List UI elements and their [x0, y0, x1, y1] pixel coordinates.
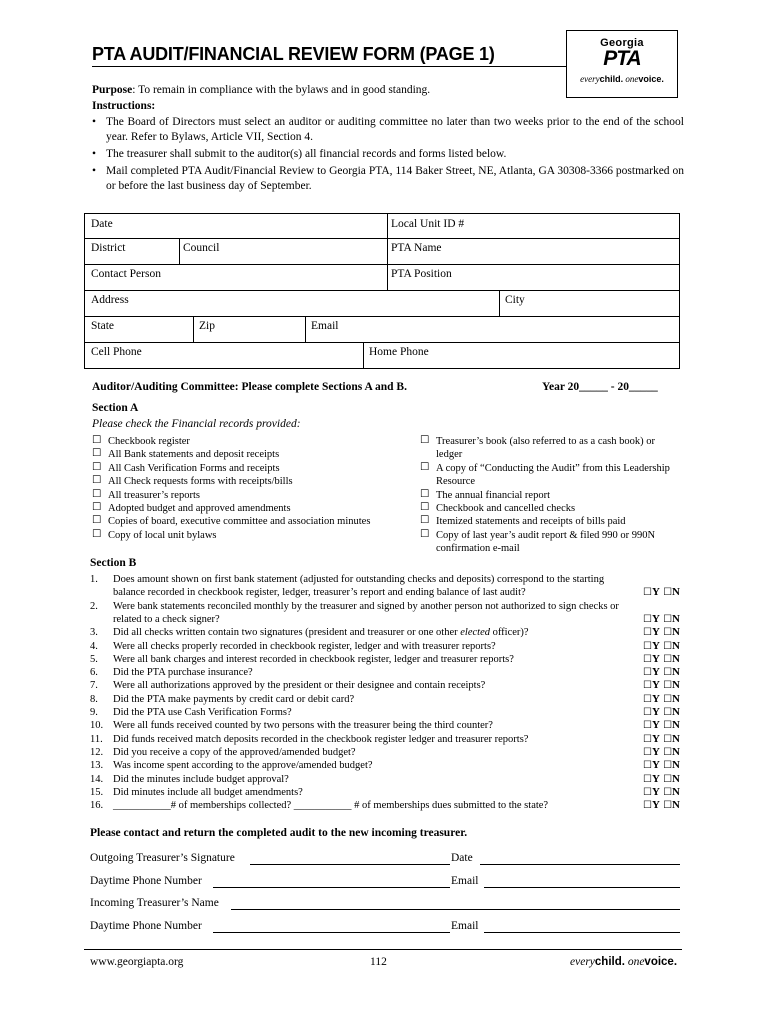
record-checkbox[interactable]: ☐ A copy of “Conducting the Audit” from this Leadership Resource	[420, 462, 682, 489]
yes-no-checkboxes[interactable]: ☐Y ☐N	[642, 706, 680, 718]
incoming-name-label: Incoming Treasurer’s Name	[90, 897, 219, 909]
record-checkbox[interactable]: ☐ Checkbook register	[92, 435, 412, 448]
instructions-heading: Instructions:	[92, 100, 156, 112]
local-unit-id-field[interactable]: Local Unit ID #	[391, 218, 465, 230]
record-checkbox[interactable]: ☐ Copy of last year’s audit report & filed 990 or 990N confirmation e-mail	[420, 529, 682, 556]
district-field[interactable]: District	[91, 242, 126, 254]
signature-row	[90, 920, 682, 936]
logo-state: Georgia	[600, 37, 644, 49]
question-row: 2. Were bank statements reconciled monthly by the treasurer and signed by another person not authorized to sign checks or related to a check signer? ☐Y ☐N	[90, 601, 680, 625]
page-title: PTA AUDIT/FINANCIAL REVIEW FORM (PAGE 1)	[92, 44, 495, 64]
yes-no-checkboxes[interactable]: ☐Y ☐N	[642, 759, 680, 772]
email-label: Email	[451, 920, 479, 932]
page-number: 112	[370, 956, 387, 968]
outgoing-signature-line[interactable]	[250, 864, 450, 865]
section-a-subheading: Please check the Financial records provided:	[92, 418, 301, 430]
pta-name-field[interactable]: PTA Name	[391, 242, 442, 254]
footer-rule	[84, 949, 682, 950]
title-underline	[92, 66, 567, 67]
record-checkbox[interactable]: ☐ All treasurer’s reports	[92, 489, 412, 502]
purpose-line	[92, 83, 682, 98]
council-field[interactable]: Council	[183, 242, 220, 254]
record-checkbox[interactable]: ☐ Copy of local unit bylaws	[92, 529, 412, 542]
instruction-item: • The treasurer shall submit to the auditor(s) all financial records and forms listed below.	[92, 147, 684, 162]
contact-info-table	[84, 213, 680, 369]
city-field[interactable]: City	[505, 294, 525, 306]
auditor-heading: Auditor/Auditing Committee: Please complete Sections A and B.	[92, 381, 407, 393]
yes-no-checkboxes[interactable]: ☐Y ☐N	[642, 626, 680, 638]
record-checkbox[interactable]: ☐ The annual financial report	[420, 489, 682, 502]
yes-no-checkboxes[interactable]: ☐Y ☐N	[642, 732, 680, 745]
footer-tagline: everychild. onevoice.	[570, 956, 678, 968]
record-checkbox[interactable]: ☐ All Check requests forms with receipts/bills	[92, 475, 412, 488]
yes-no-checkboxes[interactable]: ☐Y ☐N	[642, 799, 680, 812]
closing-instruction: Please contact and return the completed audit to the new incoming treasurer.	[90, 827, 468, 839]
daytime-phone-line[interactable]	[213, 887, 450, 888]
yes-no-checkboxes[interactable]: ☐Y ☐N	[642, 679, 680, 692]
daytime-phone-line[interactable]	[213, 932, 450, 933]
question-row: 1. Does amount shown on first bank statement (adjusted for outstanding checks and deposits) correspond to the starting balance recorded in checkbook register, ledger, treasurer’s report and ending balance of last audit? ☐Y ☐N	[90, 574, 680, 598]
signature-row	[90, 852, 682, 868]
record-checkbox[interactable]: ☐ All Bank statements and deposit receipts	[92, 448, 412, 461]
section-b-heading: Section B	[90, 557, 137, 569]
instruction-item: • The Board of Directors must select an auditor or auditing committee no later than two weeks prior to the end of the school year. Refer to Bylaws, Article VII, Section 4.	[92, 115, 684, 145]
record-checkbox[interactable]: ☐ Itemized statements and receipts of bills paid	[420, 515, 682, 528]
instructions-list	[92, 115, 684, 196]
yes-no-checkboxes[interactable]: ☐Y ☐N	[642, 785, 680, 798]
address-field[interactable]: Address	[91, 294, 129, 306]
daytime-phone-label: Daytime Phone Number	[90, 875, 202, 887]
record-checkbox[interactable]: ☐ Copies of board, executive committee and association minutes	[92, 515, 412, 528]
yes-no-checkboxes[interactable]: ☐Y ☐N	[642, 666, 680, 679]
record-checkbox[interactable]: ☐ All Cash Verification Forms and receipts	[92, 462, 412, 475]
audit-year[interactable]: Year 20_____ - 20_____	[542, 381, 658, 393]
cell-phone-field[interactable]: Cell Phone	[91, 346, 142, 358]
yes-no-checkboxes[interactable]: ☐Y ☐N	[642, 613, 680, 625]
contact-person-field[interactable]: Contact Person	[91, 268, 161, 280]
signature-row	[90, 875, 682, 891]
yes-no-checkboxes[interactable]: ☐Y ☐N	[642, 652, 680, 665]
record-checkbox[interactable]: ☐ Adopted budget and approved amendments	[92, 502, 412, 515]
email-line[interactable]	[484, 887, 680, 888]
yes-no-checkboxes[interactable]: ☐Y ☐N	[642, 772, 680, 785]
daytime-phone-label: Daytime Phone Number	[90, 920, 202, 932]
home-phone-field[interactable]: Home Phone	[369, 346, 429, 358]
date-field[interactable]: Date	[91, 218, 113, 230]
record-checkbox[interactable]: ☐ Treasurer’s book (also referred to as a cash book) or ledger	[420, 435, 682, 462]
purpose-label: Purpose	[92, 84, 133, 96]
records-list-right	[420, 435, 682, 556]
incoming-name-line[interactable]	[231, 909, 680, 910]
yes-no-checkboxes[interactable]: ☐Y ☐N	[642, 692, 680, 705]
yes-no-checkboxes[interactable]: ☐Y ☐N	[642, 719, 680, 732]
section-a-heading: Section A	[92, 402, 139, 414]
footer-website: www.georgiapta.org	[90, 956, 184, 968]
zip-field[interactable]: Zip	[199, 320, 215, 332]
record-checkbox[interactable]: ☐ Checkbook and cancelled checks	[420, 502, 682, 515]
date-line[interactable]	[480, 864, 680, 865]
outgoing-signature-label: Outgoing Treasurer’s Signature	[90, 852, 235, 864]
yes-no-checkboxes[interactable]: ☐Y ☐N	[642, 639, 680, 652]
pta-position-field[interactable]: PTA Position	[391, 268, 452, 280]
logo-tagline: everychild. onevoice.	[580, 74, 664, 84]
yes-no-checkboxes[interactable]: ☐Y ☐N	[642, 745, 680, 758]
email-line[interactable]	[484, 932, 680, 933]
email-label: Email	[451, 875, 479, 887]
state-field[interactable]: State	[91, 320, 114, 332]
date-label: Date	[451, 852, 473, 864]
purpose-text: : To remain in compliance with the bylaws and in good standing.	[132, 84, 431, 96]
email-field[interactable]: Email	[311, 320, 339, 332]
yes-no-checkboxes[interactable]: ☐Y ☐N	[642, 586, 680, 598]
logo-brand: PTA	[603, 47, 641, 70]
instruction-item: • Mail completed PTA Audit/Financial Review to Georgia PTA, 114 Baker Street, NE, Atlanta, GA 30308-3366 postmarked on or before the last business day of September.	[92, 164, 684, 194]
signature-row	[90, 897, 682, 913]
records-list-left	[92, 435, 412, 542]
